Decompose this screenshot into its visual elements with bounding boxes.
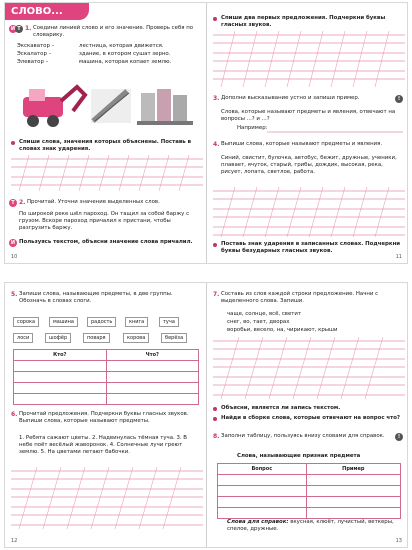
reference-label: Слова для справок: (227, 519, 289, 525)
exercise-number: 2. (19, 199, 26, 206)
page-number: 10 (11, 254, 18, 260)
pair-word: Экскаватор – (17, 43, 55, 49)
writing-lines (11, 467, 203, 531)
word-chip: книга (125, 317, 148, 327)
page-13 (207, 283, 408, 547)
exercise-number: 4. (213, 141, 220, 148)
illustrations (19, 81, 199, 133)
badge-t: Т (9, 199, 17, 207)
info-icon: ! (395, 95, 403, 103)
word-chip: радость (87, 317, 116, 327)
table-row (218, 486, 401, 497)
elevator-picture (137, 89, 193, 125)
exercise-number: 3. (213, 95, 220, 102)
word-chip: корова (123, 333, 149, 343)
exercise-text: Запиши слова, называющие предметы, в две группы. Обозначь в словах слоги. (19, 291, 173, 304)
excavator-picture (23, 87, 85, 127)
badge-i: И (10, 240, 16, 246)
page-11 (207, 3, 408, 263)
pair-meaning: машина, которая копает землю. (79, 59, 172, 65)
word-chip: сорока (13, 317, 39, 327)
page-number: 11 (395, 254, 402, 260)
writing-lines (11, 155, 203, 195)
table-row (218, 508, 401, 519)
bullet-marker (213, 407, 217, 411)
pair-meaning: здание, в котором сушат зерно. (79, 51, 171, 57)
reference-list: вкусная, клюёт, лучистый, веткеры, спелое, дружные. (227, 519, 394, 532)
exercise-text: Прочитай предложения. Подчеркни буквы гласных звуков. Выпиши слова, которые называют предметы. (19, 411, 189, 424)
bullet-marker (213, 243, 217, 247)
word-chip: берёза (161, 333, 187, 343)
exercise-number: 5. (11, 291, 18, 298)
feature-table (217, 463, 401, 519)
badge-i: И (10, 26, 16, 32)
table-header: Пример (306, 464, 400, 475)
example-label: Например: (237, 125, 268, 131)
pair-word: Элеватор – (17, 59, 49, 65)
info-icon: ! (395, 433, 403, 441)
exercise-number: 6. (11, 411, 18, 418)
answer-line (267, 127, 403, 133)
page-number: 13 (395, 538, 402, 544)
writing-lines (213, 31, 405, 89)
exercise-text: Соедини линией слово и его значение. Проверь себя по словарику. (33, 25, 194, 38)
table-row (218, 475, 401, 486)
word-line: воробьи, весело, на, чирикают, крыши (227, 327, 338, 333)
top-spread (4, 2, 408, 264)
exercise-number: 1. (25, 25, 32, 32)
exercise-number: 7. (213, 291, 220, 298)
word-chip: туча (159, 317, 179, 327)
bullet-task: Пользуясь текстом, объясни значение слова причалил. (19, 239, 193, 245)
table-header: Вопрос (218, 464, 307, 475)
reference-words (227, 519, 403, 533)
page-12 (5, 283, 206, 547)
pair-word: Эскалатор – (17, 51, 52, 57)
pair-meaning: лестница, которая движется. (79, 43, 164, 49)
word-line: снег, во, тает, дворах (227, 319, 290, 325)
table-header: Кто? (14, 350, 107, 361)
word-chip: машина (49, 317, 78, 327)
word-line: чаще, солнце, всё, светит (227, 311, 302, 317)
section-header: СЛОВО... (5, 3, 89, 20)
who-what-table (13, 349, 199, 405)
table-row (14, 361, 199, 372)
exercise-text: Составь из слов каждой строки предложение. Начни с выделенного слова. Запиши. (221, 291, 379, 304)
page-10 (5, 3, 206, 263)
bullet-task: Спиши слова, значения которых объяснены. Поставь в словах знак ударения. (19, 139, 191, 152)
exercise-body: По широкой реке шёл пароход. Он тащил за собой баржу с грузом. Вскоре пароход причалил к пристани, чтобы разгрузить баржу. (19, 211, 190, 231)
table-row (14, 394, 199, 405)
page-number: 12 (11, 538, 18, 544)
bullet-task: Найди в сборке слова, которые отвечают на вопрос что? (221, 415, 401, 421)
word-chip: шофёр (45, 333, 71, 343)
table-header: Что? (106, 350, 198, 361)
table-row (14, 383, 199, 394)
table-title: Слова, называющие признак предмета (237, 453, 361, 459)
exercise-number: 8. (213, 433, 220, 440)
badge-t: Т (15, 25, 23, 33)
exercise-text: Дополни высказывание устно и запиши пример. (221, 95, 360, 101)
word-chip: лоси (13, 333, 33, 343)
bullet-task: Объясни, является ли запись текстом. (221, 405, 341, 411)
exercise-text: Прочитай. Уточни значение выделенных слов. (27, 199, 160, 205)
bullet-marker (213, 417, 217, 421)
word-chip: поваря (83, 333, 110, 343)
exercise-body: Слова, которые называют предметы и явления, отвечают на вопросы ...? и ...? (221, 109, 396, 122)
bottom-spread (4, 282, 408, 548)
bullet-marker (11, 141, 15, 145)
table-row (218, 497, 401, 508)
escalator-picture (91, 89, 131, 123)
table-row (14, 372, 199, 383)
exercise-body: 1. Ребята сажают цветы. 2. Надвинулась тёмная туча. 3. В небе поёт весёлый жаворонок. 4. Солнечные лучи греют землю. 5. На цветами летают бабочки. (19, 435, 187, 455)
exercise-text: Выпиши слова, которые называют предметы и явления. (221, 141, 383, 147)
bullet-task: Спиши два первых предложения. Подчеркни буквы гласных звуков. (221, 15, 386, 28)
writing-lines (213, 337, 405, 401)
exercise-text: Заполни таблицу, пользуясь внизу словами для справок. (221, 433, 385, 439)
bullet-task: Поставь знак ударения в записанных словах. Подчеркни буквы безударных гласных звуков. (221, 241, 401, 254)
writing-lines (213, 187, 405, 237)
bullet-marker (213, 17, 217, 21)
exercise-body: Синий, свистит, булочка, автобус, бежит, дружные, ученики, плавает, ячуток, старый, грибы, дождик, высокая, река, рисует, лопата, светлое, работа. (221, 155, 397, 175)
